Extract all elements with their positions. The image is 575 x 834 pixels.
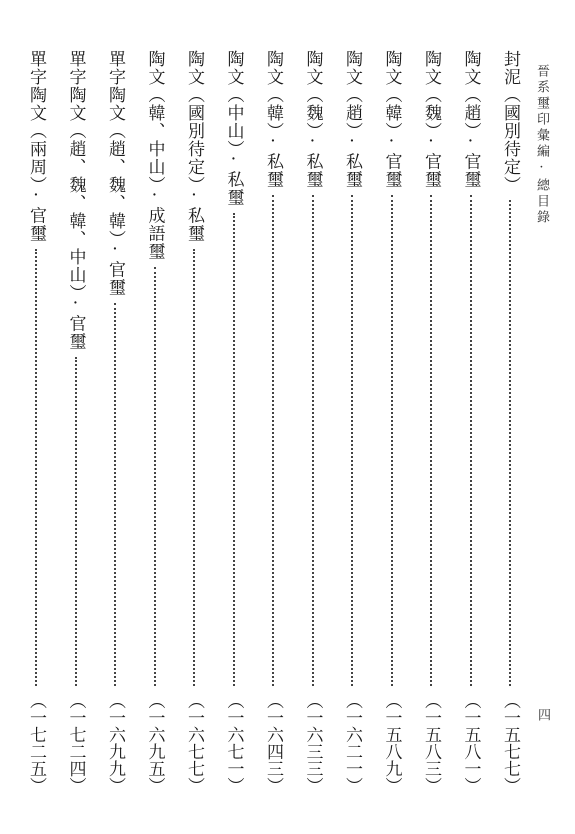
entry-title: 陶文（魏）·私璽 [302, 50, 323, 189]
leader-dots [470, 195, 472, 687]
entry-page: （一六九九） [105, 692, 125, 794]
leader-dots [114, 303, 116, 687]
toc-entry[interactable] [137, 50, 173, 822]
entry-title: 陶文（魏）·官璽 [421, 50, 441, 189]
entry-title: 陶文（國別待定）·私璽 [184, 50, 204, 243]
entry-page: （一七二四） [65, 692, 86, 794]
entry-page: （一六七七） [184, 692, 204, 794]
toc-entry[interactable] [295, 50, 331, 822]
leader-dots [35, 249, 37, 687]
entry-page: （一六三三） [302, 692, 323, 794]
toc-entry[interactable] [216, 50, 252, 822]
toc-entry[interactable] [18, 50, 54, 822]
leader-dots [391, 195, 393, 687]
leader-dots [351, 195, 353, 687]
entry-title: 單字陶文（兩周）·官璽 [26, 50, 46, 243]
toc-entry[interactable] [176, 50, 212, 822]
leader-dots [193, 249, 195, 687]
leader-dots [75, 357, 77, 687]
entry-title: 陶文（趙）·官璽 [460, 50, 481, 189]
leader-dots [272, 195, 274, 687]
toc-entry[interactable] [97, 50, 133, 822]
entry-page: （一五七七） [500, 692, 520, 794]
toc-entry[interactable] [492, 50, 528, 822]
entry-title: 陶文（趙）·私璽 [342, 50, 362, 189]
entry-page: （一五八一） [460, 692, 481, 794]
entry-page: （一六四三） [263, 692, 283, 794]
entry-title: 陶文（韓）·私璽 [263, 50, 283, 189]
entry-page: （一六九五） [144, 692, 165, 794]
entry-title: 單字陶文（趙、魏、韓）·官璽 [105, 50, 125, 297]
toc-entry[interactable] [334, 50, 370, 822]
entry-title: 單字陶文（趙、魏、韓、中山）·官璽 [65, 50, 86, 351]
leader-dots [509, 200, 511, 686]
toc-entry[interactable] [453, 50, 489, 822]
entry-page: （一七二五） [26, 692, 46, 794]
entry-title: 陶文（韓）·官璽 [381, 50, 402, 189]
entry-page: （一六二一） [342, 692, 362, 794]
entry-page: （一五八九） [381, 692, 402, 794]
toc-entry[interactable] [374, 50, 410, 822]
entry-title: 封泥（國別待定） [500, 50, 520, 194]
toc-entry[interactable] [413, 50, 449, 822]
running-head: 晉系璽印彙編·總目錄 [534, 64, 549, 226]
entry-page: （一六七一） [223, 692, 244, 794]
entry-title: 陶文（韓、中山）·成語璽 [144, 50, 165, 261]
page-number: 四 [535, 708, 550, 721]
toc-entry[interactable] [255, 50, 291, 822]
entry-title: 陶文（中山）·私璽 [223, 50, 244, 207]
leader-dots [154, 267, 156, 687]
leader-dots [430, 195, 432, 687]
leader-dots [233, 213, 235, 687]
toc-entry[interactable] [58, 50, 94, 822]
entry-page: （一五八三） [421, 692, 441, 794]
table-of-contents [18, 50, 528, 822]
leader-dots [312, 195, 314, 687]
